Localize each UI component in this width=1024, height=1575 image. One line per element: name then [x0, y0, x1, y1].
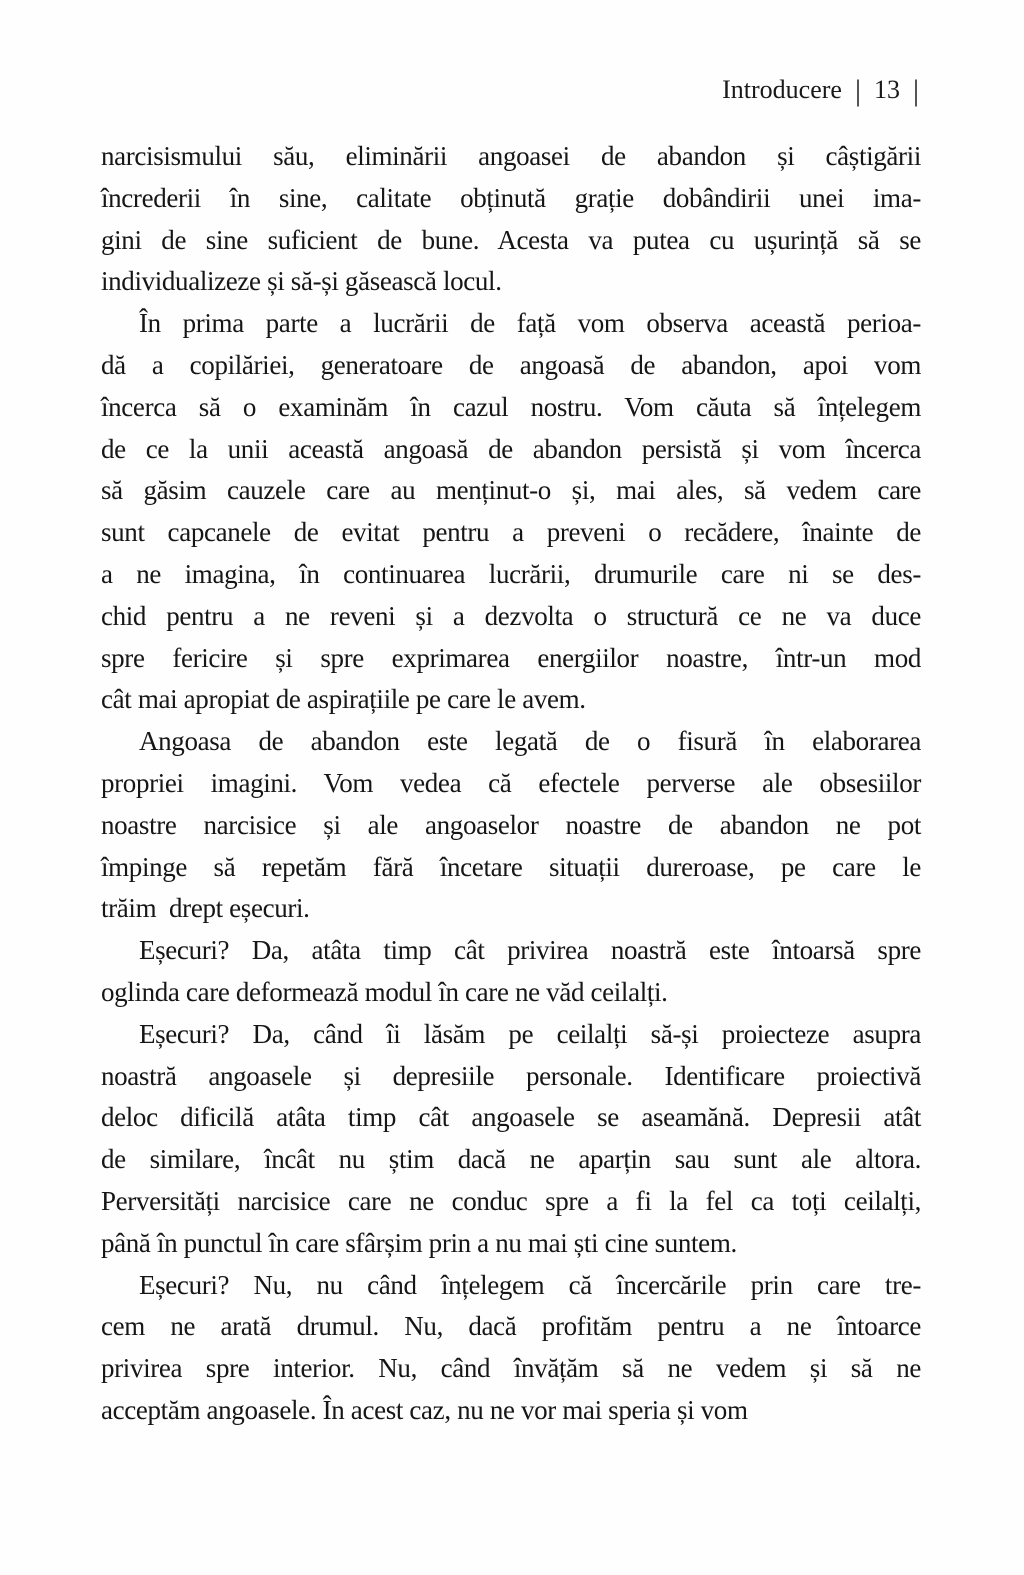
text-line-content: împinge să repetăm fără încetare situații dureroase, pe care le: [101, 851, 921, 882]
text-line-content: individualizeze și să-și găsească locul.: [101, 266, 502, 297]
paragraph: [101, 1014, 921, 1265]
page-number: 13: [873, 75, 900, 104]
text-line: [139, 930, 921, 972]
text-line-content: Eșecuri? Da, când îi lăsăm pe ceilalți să-și proiecteze asupra: [139, 1018, 921, 1049]
text-line: [101, 596, 921, 638]
paragraph: [101, 930, 921, 1014]
text-line-content: propriei imagini. Vom vedea că efectele perverse ale obsesiilor: [101, 767, 921, 798]
paragraph: [101, 721, 921, 930]
text-line: [139, 303, 921, 345]
text-line-content: narcisismului său, eliminării angoasei de abandon și câștigării: [101, 141, 921, 171]
paragraph: [101, 1265, 921, 1432]
text-line-content: deloc dificilă atâta timp cât angoasele se aseamănă. Depresii atât: [101, 1102, 921, 1133]
text-line-content: Eșecuri? Nu, nu când înțelegem că încercările prin care tre-: [139, 1269, 921, 1300]
text-line: [101, 1390, 921, 1432]
text-line-content: Perversități narcisice care ne conduc spre a fi la fel ca toți ceilalți,: [101, 1185, 921, 1216]
text-line: [101, 679, 921, 721]
text-line-content: cât mai apropiat de aspirațiile pe care le avem.: [101, 684, 586, 715]
text-line-content: de ce la unii această angoasă de abandon persistă și vom încerca: [101, 433, 921, 464]
text-line: [101, 387, 921, 429]
text-line: [101, 261, 921, 303]
text-line: [101, 1223, 921, 1265]
text-line: [101, 763, 921, 805]
paragraph: [101, 303, 921, 721]
text-line-content: acceptăm angoasele. În acest caz, nu ne vor mai speria și vom: [101, 1394, 748, 1425]
text-line: [101, 178, 921, 220]
text-line-content: trăim drept eșecuri.: [101, 893, 310, 924]
text-line-content: chid pentru a ne reveni și a dezvolta o structură ce ne va duce: [101, 600, 921, 631]
header-separator-bar: |: [854, 74, 861, 107]
text-line-content: oglinda care deformează modul în care ne văd ceilalți.: [101, 976, 668, 1007]
text-line: [101, 1139, 921, 1181]
text-line: [101, 638, 921, 680]
page-header: [101, 70, 921, 111]
text-line-content: Angoasa de abandon este legată de o fisură în elaborarea: [139, 726, 921, 757]
text-line: [139, 1014, 921, 1056]
paragraph: [101, 136, 921, 303]
text-line: [139, 721, 921, 763]
text-line: [101, 972, 921, 1014]
text-line-content: a ne imagina, în continuarea lucrării, drumurile care ni se des-: [101, 558, 921, 589]
text-line: [139, 1265, 921, 1307]
text-line-content: gini de sine suficient de bune. Acesta va putea cu ușurință să se: [101, 224, 921, 255]
text-line-content: cem ne arată drumul. Nu, dacă profităm pentru a ne întoarce: [101, 1311, 921, 1342]
text-line-content: privirea spre interior. Nu, când învățăm să ne vedem și să ne: [101, 1353, 921, 1384]
text-line: [101, 847, 921, 889]
header-separator-bar: |: [912, 74, 919, 107]
text-line-content: încrederii în sine, calitate obținută grație dobândirii unei ima-: [101, 182, 921, 213]
text-line: [101, 1306, 921, 1348]
text-line: [101, 888, 921, 930]
text-line: [101, 136, 921, 178]
text-line-content: până în punctul în care sfârșim prin a nu mai ști cine suntem.: [101, 1227, 737, 1258]
text-line-content: încerca să o examinăm în cazul nostru. Vom căuta să înțelegem: [101, 391, 921, 422]
text-line: [101, 805, 921, 847]
text-line: [101, 1056, 921, 1098]
text-line: [101, 345, 921, 387]
text-line: [101, 429, 921, 471]
text-line: [101, 1097, 921, 1139]
text-line-content: Eșecuri? Da, atâta timp cât privirea noastră este întoarsă spre: [139, 935, 921, 966]
text-line-content: noastră angoasele și depresiile personale. Identificare proiectivă: [101, 1060, 921, 1091]
text-line-content: noastre narcisice și ale angoaselor noastre de abandon ne pot: [101, 809, 921, 840]
text-line: [101, 554, 921, 596]
text-line-content: de similare, încât nu știm dacă ne aparțin sau sunt ale altora.: [101, 1144, 921, 1175]
text-line-content: sunt capcanele de evitat pentru a preveni o recădere, înainte de: [101, 517, 921, 548]
body-text: [101, 136, 921, 1432]
text-line: [101, 470, 921, 512]
text-line-content: să găsim cauzele care au menținut-o și, mai ales, să vedem care: [101, 475, 921, 506]
running-head-section-title: Introducere: [722, 75, 842, 104]
text-line: [101, 1181, 921, 1223]
text-line: [101, 1348, 921, 1390]
text-line-content: În prima parte a lucrării de față vom observa această perioa-: [139, 308, 921, 339]
text-line-content: dă a copilăriei, generatoare de angoasă de abandon, apoi vom: [101, 349, 921, 380]
text-line: [101, 220, 921, 262]
text-line: [101, 512, 921, 554]
text-line-content: spre fericire și spre exprimarea energiilor noastre, într-un mod: [101, 642, 921, 673]
